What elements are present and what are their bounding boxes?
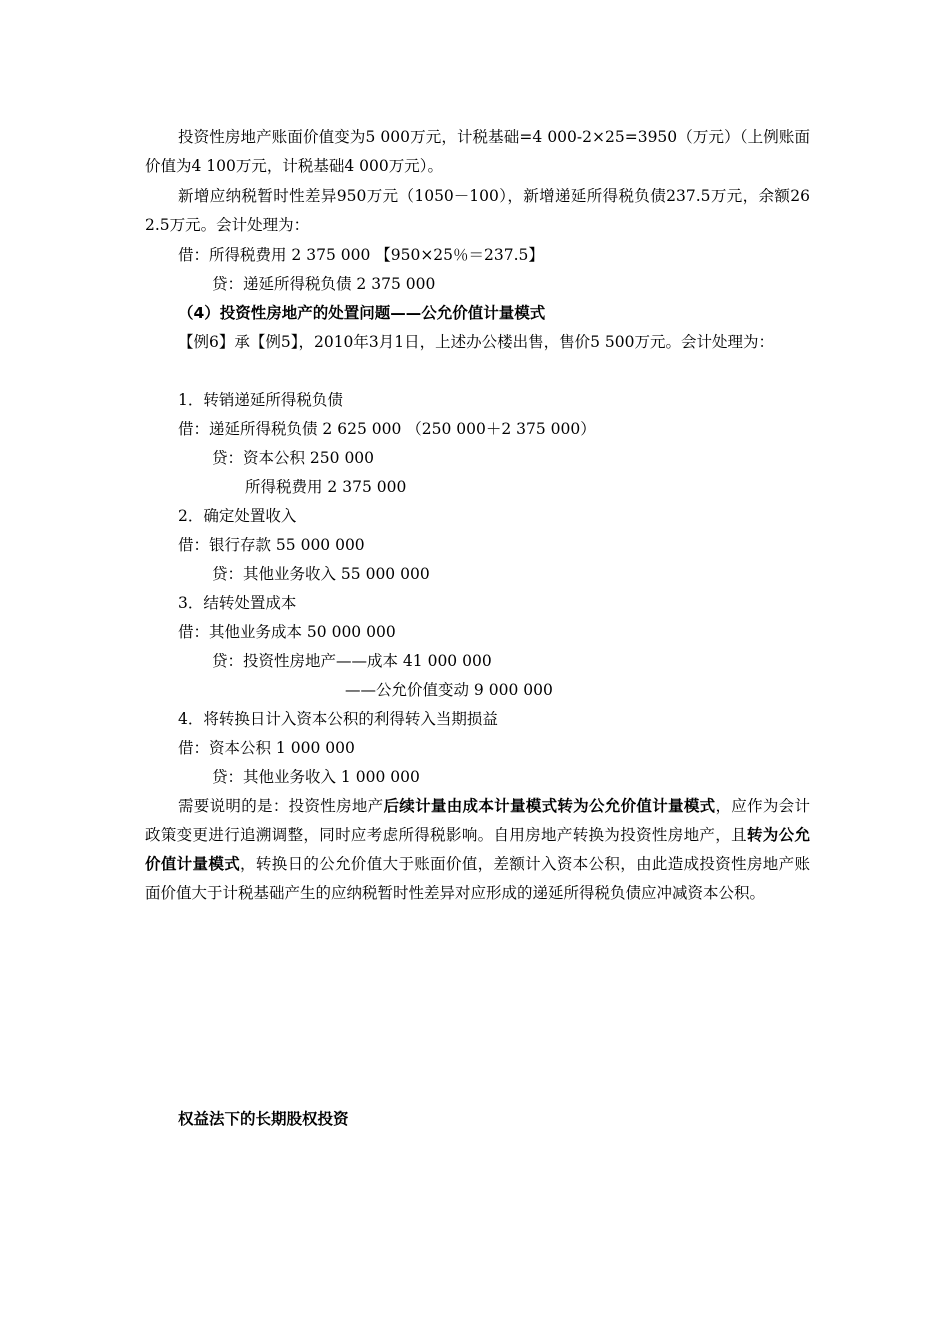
step-4-credit: 贷：其他业务收入 1 000 000: [212, 768, 420, 786]
section-heading-4: （4）投资性房地产的处置问题——公允价值计量模式: [178, 304, 546, 322]
step-1-credit-capital-reserve: 贷：资本公积 250 000: [212, 449, 375, 467]
step-2-credit: 贷：其他业务收入 55 000 000: [212, 565, 430, 583]
step-4-title: 4．将转换日计入资本公积的利得转入当期损益: [178, 710, 498, 728]
step-3-credit-cost: 贷：投资性房地产——成本 41 000 000: [212, 652, 492, 670]
entry-credit-deferred-tax: 贷：递延所得税负债 2 375 000: [212, 275, 436, 293]
step-3-credit-fair-value-change: ——公允价值变动 9 000 000: [345, 681, 553, 699]
note-bold-2: 转为公允价值计量模式: [145, 826, 810, 873]
note-text-1: 需要说明的是：投资性房地产: [178, 797, 384, 815]
note-bold-1: 后续计量由成本计量模式转为公允价值计量模式: [383, 797, 716, 815]
step-2-debit: 借：银行存款 55 000 000: [178, 536, 365, 554]
step-1-credit-income-tax: 所得税费用 2 375 000: [245, 478, 407, 496]
paragraph-book-value: 投资性房地产账面价值变为5 000万元，计税基础=4 000-2×25=3950（万元）（上例账面价值为4 100万元，计税基础4 000万元）。: [145, 128, 810, 175]
paragraph-temporary-difference: 新增应纳税暂时性差异950万元（1050－100），新增递延所得税负债237.5万元，余额262.5万元。会计处理为：: [145, 187, 810, 234]
paragraph-example-6: 【例6】承【例5】，2010年3月1日，上述办公楼出售，售价5 500万元。会计处理为：: [178, 333, 775, 351]
step-3-title: 3．结转处置成本: [178, 594, 297, 612]
note-text-3: ，转换日的公允价值大于账面价值，差额计入资本公积，由此造成投资性房地产账面价值大于计税基础产生的应纳税暂时性差异对应形成的递延所得税负债应冲减资本公积。: [145, 855, 810, 902]
paragraph-note: [145, 792, 810, 908]
step-2-title: 2．确定处置收入: [178, 507, 297, 525]
note-text-2: ，应作为会计政策变更进行追溯调整，同时应考虑所得税影响。自用房地产转换为投资性房地产，且: [145, 797, 810, 844]
step-1-debit: 借：递延所得税负债 2 625 000 （250 000＋2 375 000）: [178, 420, 596, 438]
section-title: 权益法下的长期股权投资: [178, 1110, 349, 1128]
step-3-debit: 借：其他业务成本 50 000 000: [178, 623, 396, 641]
step-1-title: 1．转销递延所得税负债: [178, 391, 343, 409]
step-4-debit: 借：资本公积 1 000 000: [178, 739, 355, 757]
entry-debit-income-tax: 借：所得税费用 2 375 000 【950×25％＝237.5】: [178, 246, 544, 264]
